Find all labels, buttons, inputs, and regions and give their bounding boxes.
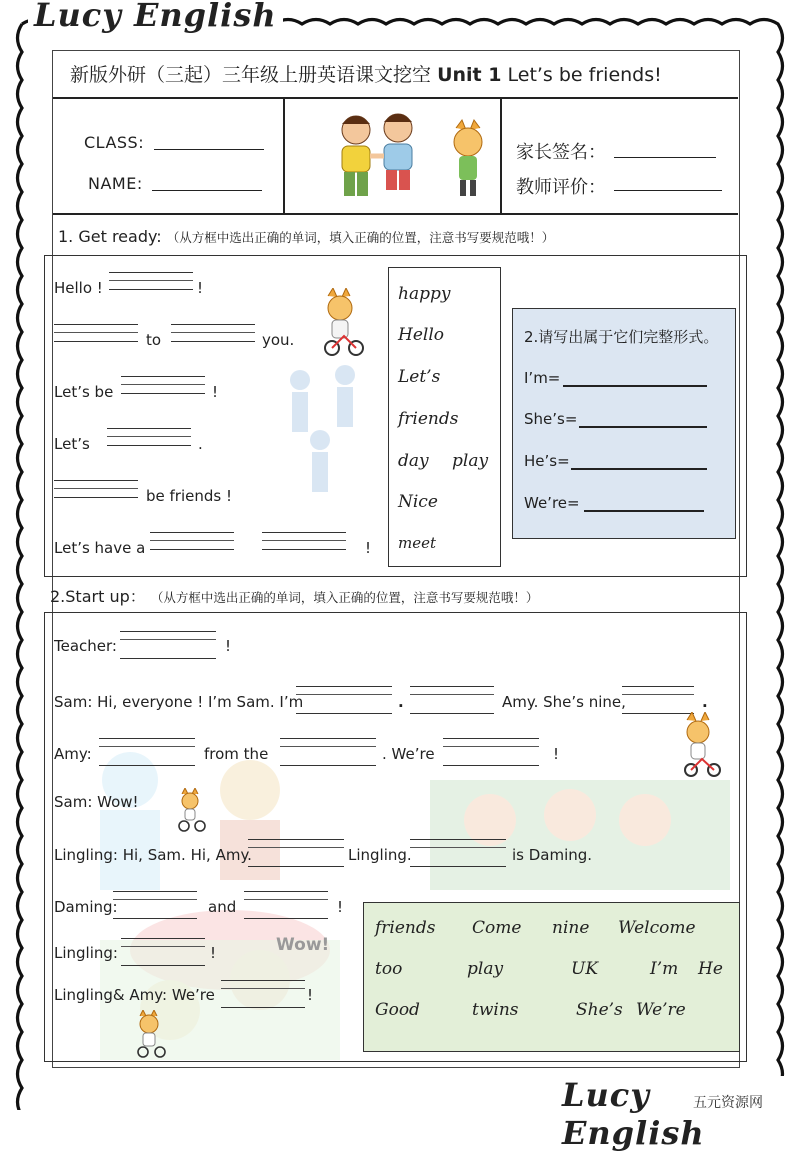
header-divider xyxy=(53,213,738,215)
name-field[interactable] xyxy=(152,190,262,191)
s2-blank-5[interactable] xyxy=(99,738,195,766)
s2-samwow: Sam: Wow! xyxy=(54,793,139,811)
full-form-label: She’s= xyxy=(524,410,578,428)
s2-dot2: . xyxy=(702,693,708,711)
title-unit: Unit 1 xyxy=(437,64,502,86)
word-bank-2-item: Good xyxy=(375,1000,420,1020)
header-vdivider-2 xyxy=(500,98,502,213)
full-form-blank[interactable] xyxy=(571,468,707,470)
s2-sam1: Sam: Hi, everyone ! I’m Sam. I’m xyxy=(54,693,304,711)
s1-blank-2[interactable] xyxy=(54,324,138,342)
word-bank-1-item: friends xyxy=(398,409,459,429)
s2-fromthe: from the xyxy=(204,745,269,763)
s2-excl-d: ! xyxy=(337,898,344,916)
s1-lets: Let’s xyxy=(54,435,90,453)
s2-linglingamy: Lingling& Amy: We’re xyxy=(54,986,215,1004)
section1-heading xyxy=(58,227,554,246)
s2-blank-8[interactable] xyxy=(248,839,344,867)
word-bank-2-item: too xyxy=(375,959,403,979)
s2-daming: Daming: xyxy=(54,898,118,916)
s2-blank-1[interactable] xyxy=(120,631,216,659)
s1-dot: . xyxy=(198,435,203,453)
s2-and: and xyxy=(208,898,237,916)
s2-excl-t: ! xyxy=(225,637,232,655)
section1-note: （从方框中选出正确的单词，填入正确的位置，注意书写要规范哦！） xyxy=(166,230,555,245)
s2-excl-l: ! xyxy=(210,944,217,962)
s1-blank-8[interactable] xyxy=(262,532,346,550)
s2-blank-6[interactable] xyxy=(280,738,376,766)
s2-lingling-mid: Lingling. xyxy=(348,846,412,864)
word-bank-2-item: UK xyxy=(571,959,599,979)
full-form-heading: 2.请写出属于它们完整形式。 xyxy=(524,328,719,346)
word-bank-2-item: play xyxy=(467,959,504,979)
word-bank-1-item: Nice xyxy=(398,492,438,512)
s2-lingling2: Lingling: xyxy=(54,944,118,962)
section2-title: 2.Start up： xyxy=(50,587,146,606)
title-unit-name: Let’s be friends! xyxy=(507,64,662,86)
watermark: 五元资源网 xyxy=(690,1092,766,1112)
s2-blank-11[interactable] xyxy=(244,891,328,919)
section1-title: 1. Get ready: xyxy=(58,227,162,246)
s1-excl-2: ! xyxy=(212,383,219,401)
wow-bubble-text: Wow! xyxy=(276,935,330,955)
header-vdivider-1 xyxy=(283,98,285,213)
class-field[interactable] xyxy=(154,149,264,150)
word-bank-1-item: Hello xyxy=(398,325,444,345)
s1-blank-5[interactable] xyxy=(107,428,191,446)
s2-dot1: . xyxy=(398,693,404,711)
s2-isdaming: is Daming. xyxy=(512,846,593,864)
full-form-blank[interactable] xyxy=(579,426,707,428)
s2-blank-10[interactable] xyxy=(113,891,197,919)
s1-blank-4[interactable] xyxy=(121,376,205,394)
word-bank-2-item: I’m xyxy=(650,959,679,979)
s2-blank-3[interactable] xyxy=(410,686,494,714)
page-title xyxy=(70,60,662,87)
s2-excl-la: ! xyxy=(307,986,314,1004)
fox-mascot-icon xyxy=(178,788,208,834)
teacher-eval-field[interactable] xyxy=(614,190,722,191)
word-bank-1-item: day xyxy=(398,451,429,471)
word-bank-1-item: happy xyxy=(398,284,451,304)
parent-sign-label: 家长签名： xyxy=(516,142,606,163)
section2-heading xyxy=(50,584,538,607)
word-bank-2-item: friends xyxy=(375,918,436,938)
s2-blank-2[interactable] xyxy=(296,686,392,714)
word-bank-1-item: Let’s xyxy=(398,367,441,387)
full-form-blank[interactable] xyxy=(563,385,707,387)
full-form-label: I’m= xyxy=(524,369,561,387)
s2-blank-13[interactable] xyxy=(221,980,305,1008)
s1-excl-1: ! xyxy=(197,279,204,297)
s1-blank-6[interactable] xyxy=(54,480,138,498)
word-bank-2-item: Welcome xyxy=(618,918,696,938)
fox-mascot-icon xyxy=(682,712,724,780)
fox-mascot-icon xyxy=(322,288,368,358)
s1-hello: Hello ! xyxy=(54,279,103,297)
s2-blank-7[interactable] xyxy=(443,738,539,766)
s1-excl-3: ! xyxy=(365,539,372,557)
s2-amy9: Amy. She’s nine, xyxy=(502,693,626,711)
s1-blank-1[interactable] xyxy=(109,272,193,290)
title-prefix: 新版外研（三起）三年级上册英语课文挖空 xyxy=(70,64,432,86)
word-bank-1-item: meet xyxy=(398,534,437,552)
s2-were: . We’re xyxy=(382,745,435,763)
s1-blank-7[interactable] xyxy=(150,532,234,550)
word-bank-2-item: We’re xyxy=(636,1000,686,1020)
word-bank-2-item: He xyxy=(698,959,723,979)
full-form-label: We’re= xyxy=(524,494,580,512)
word-bank-2-item: twins xyxy=(472,1000,519,1020)
s1-letsbe: Let’s be xyxy=(54,383,114,401)
faded-kids-illustration xyxy=(270,360,390,500)
word-bank-2-item: nine xyxy=(552,918,590,938)
title-divider xyxy=(53,97,738,99)
s2-blank-9[interactable] xyxy=(410,839,506,867)
word-bank-2-item: Come xyxy=(472,918,522,938)
parent-sign-field[interactable] xyxy=(614,157,716,158)
name-label: NAME: xyxy=(88,174,143,193)
s1-letshave: Let’s have a xyxy=(54,539,146,557)
s2-amy: Amy: xyxy=(54,745,92,763)
s1-you: you. xyxy=(262,331,295,349)
s1-blank-3[interactable] xyxy=(171,324,255,342)
s2-teacher: Teacher: xyxy=(54,637,117,655)
class-label: CLASS: xyxy=(84,133,145,152)
s2-excl-a: ! xyxy=(553,745,560,763)
s2-lingling1: Lingling: Hi, Sam. Hi, Amy. xyxy=(54,846,252,864)
fox-mascot-icon xyxy=(136,1010,168,1060)
teacher-eval-label: 教师评价： xyxy=(516,177,606,198)
section2-note: （从方框中选出正确的单词，填入正确的位置，注意书写要规范哦！） xyxy=(150,590,539,605)
s2-blank-12[interactable] xyxy=(121,938,205,966)
word-bank-1-item: play xyxy=(452,451,489,471)
s1-befriends: be friends ! xyxy=(146,487,232,505)
brand-logo-top: Lucy English xyxy=(28,0,283,34)
kids-handshake-illustration xyxy=(328,110,498,210)
full-form-blank[interactable] xyxy=(584,510,704,512)
word-bank-2-item: She’s xyxy=(576,1000,623,1020)
s1-to: to xyxy=(146,331,162,349)
full-form-label: He’s= xyxy=(524,452,570,470)
s2-blank-4[interactable] xyxy=(622,686,694,714)
brand-logo-bottom: Lucy English xyxy=(556,1076,793,1152)
